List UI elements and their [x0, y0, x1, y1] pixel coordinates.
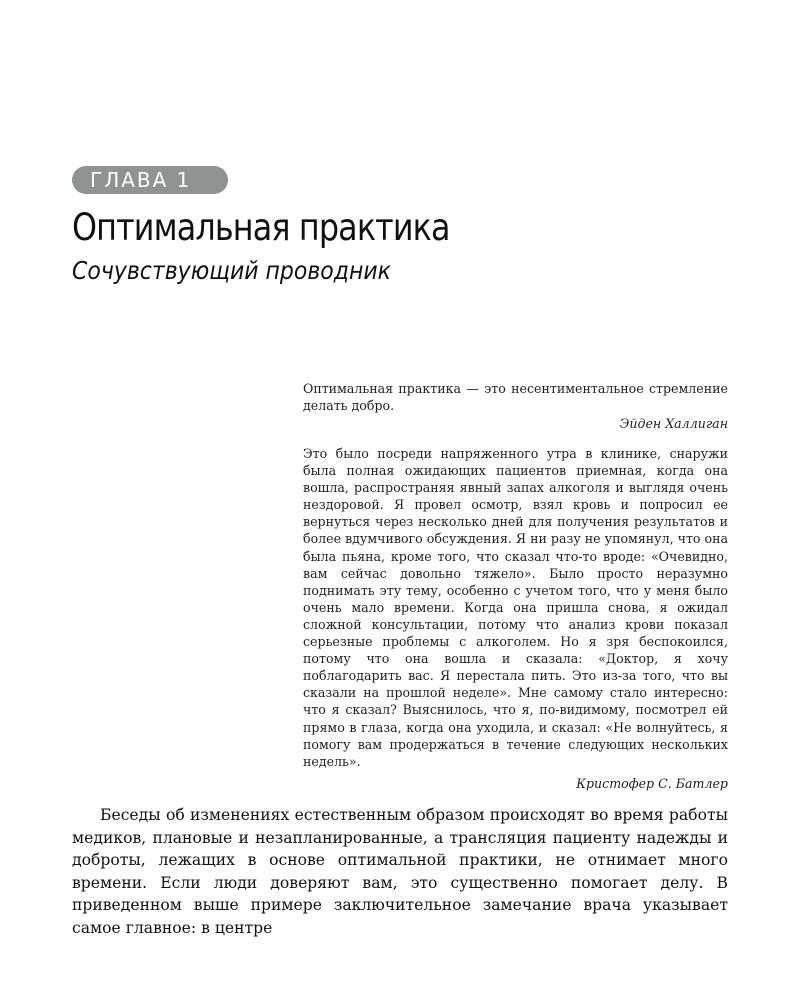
chapter-title: Оптимальная практика [72, 206, 450, 249]
chapter-badge: ГЛАВА 1 [72, 166, 228, 194]
epigraph-quote-2: Это было посреди напряженного утра в клинике, снаружи была полная ожидающих пациентов приемная, когда она вошла, распространяя явный запах алкоголя и выглядя очень нездоровой. Я провел осмотр, взял кровь и попросил ее вернуться через несколько дней для получения результатов и более вдумчивого обсуждения. Я ни разу не упомянул, что она была пьяна, кроме того, что сказал что-то вроде: «Очевидно, вам сейчас довольно тяжело». Было просто неразумно поднимать эту тему, особенно с учетом того, что у меня было очень мало времени. Когда она пришла снова, я ожидал сложной консультации, потому что анализ крови показал серьезные проблемы с алкоголем. Но я зря беспокоился, потому что она вошла и сказала: «Доктор, я хочу поблагодарить вас. Я перестала пить. Это из-за того, что вы сказали на прошлой неделе». Мне самому стало интересно: что я сказал? Выяснилось, что я, по-видимому, посмотрел ей прямо в глаза, когда она уходила, и сказал: «Не волнуйтесь, я помогу вам продержаться в течение следующих нескольких недель». [303, 446, 728, 769]
epigraph-author-2: Кристофер С. Батлер [576, 776, 728, 791]
epigraph-author-1: Эйден Халлиган [619, 416, 728, 431]
epigraph-quote-1: Оптимальная практика — это несентиментальное стремление делать добро. [303, 381, 728, 414]
chapter-subtitle: Сочувствующий проводник [72, 256, 391, 285]
body-paragraph: Беседы об изменениях естественным образом происходят во время работы медиков, плановые и незапланированные, а трансляция пациенту надежды и доброты, лежащих в основе оптимальной практики, не отнимает много времени. Если люди доверяют вам, это существенно помогает делу. В приведенном выше примере заключительное замечание врача указывает самое главное: в центре [72, 806, 728, 937]
